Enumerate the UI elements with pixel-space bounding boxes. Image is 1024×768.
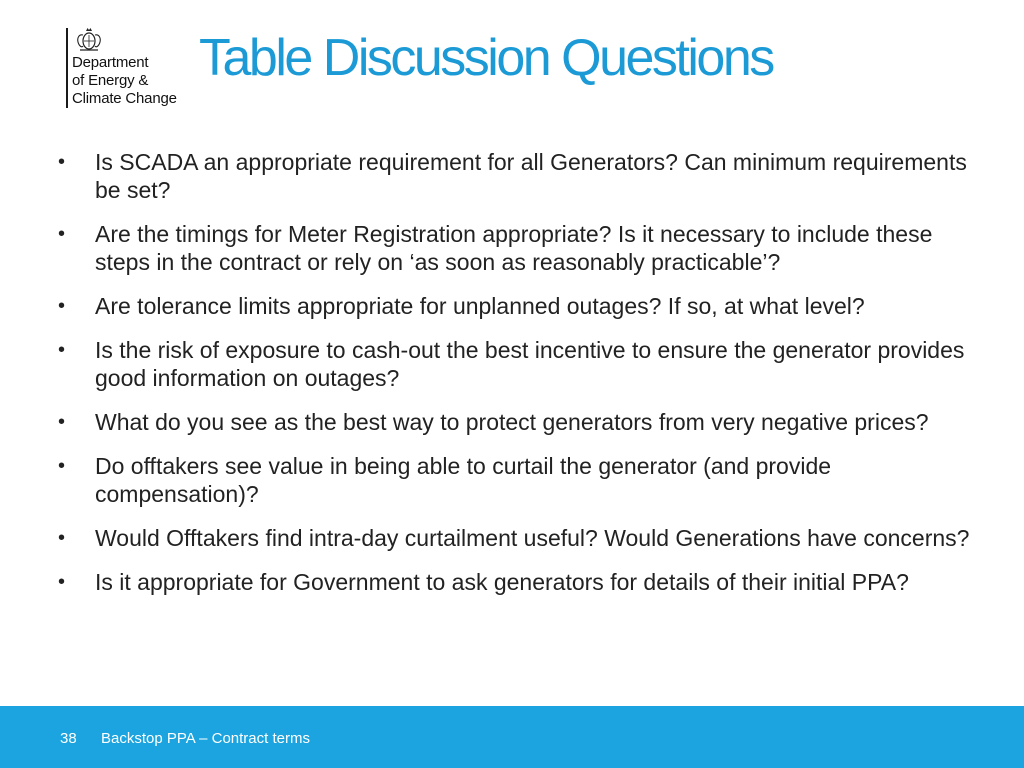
question-item [56,568,976,596]
bullet-icon: • [58,455,66,477]
question-text: Are tolerance limits appropriate for unplanned outages? If so, at what level? [95,293,865,319]
royal-crest-icon [74,26,104,52]
footer-label: Backstop PPA – Contract terms [101,730,310,747]
logo-line-3: Climate Change [72,90,177,107]
bullet-icon: • [58,527,66,549]
question-item [56,452,976,508]
question-text: Do offtakers see value in being able to curtail the generator (and provide compensation)? [95,453,832,507]
question-item [56,524,976,552]
department-logo [60,26,200,112]
logo-line-2: of Energy & [72,72,149,89]
question-list [56,148,976,612]
question-item [56,408,976,436]
bullet-icon: • [58,151,66,173]
question-text: Is the risk of exposure to cash-out the best incentive to ensure the generator provides good information on outages? [95,337,965,391]
question-item [56,148,976,204]
question-item [56,220,976,276]
logo-divider-bar [66,28,68,108]
question-text: Is it appropriate for Government to ask generators for details of their initial PPA? [95,569,909,595]
logo-line-1: Department [72,54,149,71]
question-text: Would Offtakers find intra-day curtailment useful? Would Generations have concerns? [95,525,970,551]
question-text: What do you see as the best way to protect generators from very negative prices? [95,409,929,435]
bullet-icon: • [58,411,66,433]
question-text: Are the timings for Meter Registration appropriate? Is it necessary to include these steps in the contract or rely on ‘as soon as reasonably practicable’? [95,221,933,275]
bullet-icon: • [58,339,66,361]
bullet-icon: • [58,295,66,317]
page-number: 38 [60,730,77,747]
question-item [56,292,976,320]
bullet-icon: • [58,571,66,593]
department-name [72,54,177,108]
bullet-icon: • [58,223,66,245]
slide-title: Table Discussion Questions [199,29,773,87]
footer-bar [0,706,1024,768]
question-item [56,336,976,392]
question-text: Is SCADA an appropriate requirement for all Generators? Can minimum requirements be set? [95,149,967,203]
